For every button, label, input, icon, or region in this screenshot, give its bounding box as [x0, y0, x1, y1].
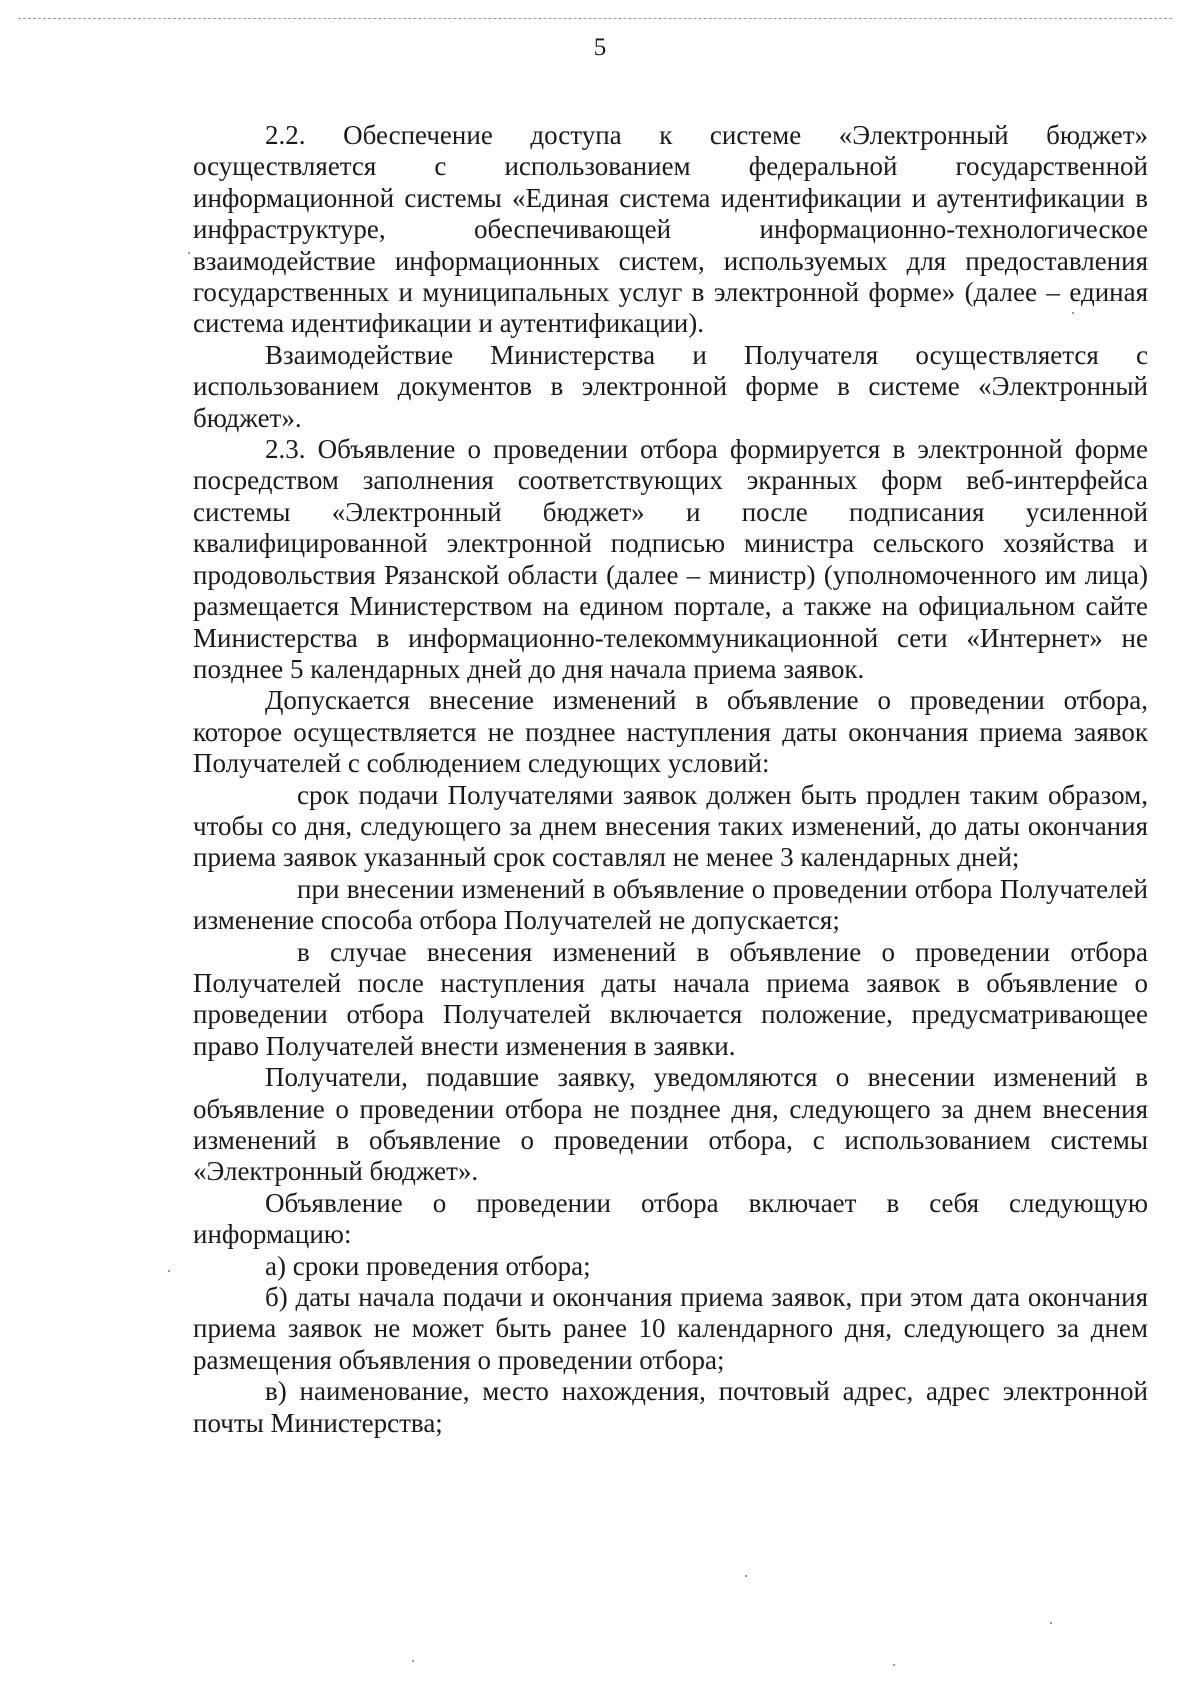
document-body: [193, 120, 1148, 1439]
list-item-c: в) наименование, место нахождения, почтовый адрес, адрес электронной почты Министерства;: [193, 1376, 1148, 1438]
paragraph-notification: Получатели, подавшие заявку, уведомляются о внесении изменений в объявление о проведении отбора не позднее дня, следующего за днем внесения изменений в объявление о проведении отбора, с использованием системы «Электронный бюджет».: [193, 1062, 1148, 1187]
paragraph-2-2-access: 2.2. Обеспечение доступа к системе «Электронный бюджет» осуществляется с использованием федеральной государственной информационной системы «Единая система идентификации и аутентификации в инфраструктуре, обеспечивающей информационно-технологическое взаимодействие информационных систем, используемых для предоставления государственных и муниципальных услуг в электронной форме» (далее – единая система идентификации и аутентификации).: [193, 120, 1148, 339]
list-item-a: а) сроки проведения отбора;: [265, 1250, 591, 1281]
scan-speck: [1072, 312, 1074, 314]
paragraph-2-3-announcement: 2.3. Объявление о проведении отбора формируется в электронной форме посредством заполнения соответствующих экранных форм веб-интерфейса системы «Электронный бюджет» и после подписания усиленной квалифицированной электронной подписью министра сельского хозяйства и продовольствия Рязанской области (далее – министр) (уполномоченного им лица) размещается Министерством на едином портале, а также на официальном сайте Министерства в информационно-телекоммуникационной сети «Интернет» не позднее 5 календарных дней до дня начала приема заявок.: [193, 434, 1148, 684]
scan-speck: [745, 1575, 747, 1577]
list-item-b: б) даты начала подачи и окончания приема заявок, при этом дата окончания приема заявок не может быть ранее 10 календарного дня, следующего за днем размещения объявления о проведении отбора;: [193, 1282, 1148, 1375]
scan-speck: [188, 252, 190, 254]
scan-speck: [893, 1664, 895, 1666]
page-number: 5: [593, 34, 607, 61]
paragraph-changes-allowed: Допускается внесение изменений в объявление о проведении отбора, которое осуществляется не позднее наступления даты окончания приема заявок Получателей с соблюдением следующих условий:: [193, 685, 1148, 779]
scan-speck: [412, 1660, 414, 1662]
paragraph-interaction: Взаимодействие Министерства и Получателя осуществляется с использованием документов в электронной форме в системе «Электронный бюджет».: [193, 339, 1148, 433]
condition-deadline-extension: срок подачи Получателями заявок должен быть продлен таким образом, чтобы со дня, следующего за днем внесения таких изменений, до даты окончания приема заявок указанный срок составлял не менее 3 календарных дней;: [193, 779, 1148, 873]
scan-speck: [168, 1270, 170, 1272]
paragraph-announcement-contents: Объявление о проведении отбора включает в себя следующую информацию:: [193, 1187, 1148, 1250]
scan-speck: [1050, 1622, 1052, 1624]
condition-amend-applications: в случае внесения изменений в объявление о проведении отбора Получателей после наступления даты начала приема заявок в объявление о проведении отбора Получателей включается положение, предусматривающее право Получателей внести изменения в заявки.: [193, 936, 1148, 1061]
scan-edge-line: [18, 18, 1172, 19]
condition-method-unchanged: при внесении изменений в объявление о проведении отбора Получателей изменение способа отбора Получателей не допускается;: [193, 873, 1148, 936]
